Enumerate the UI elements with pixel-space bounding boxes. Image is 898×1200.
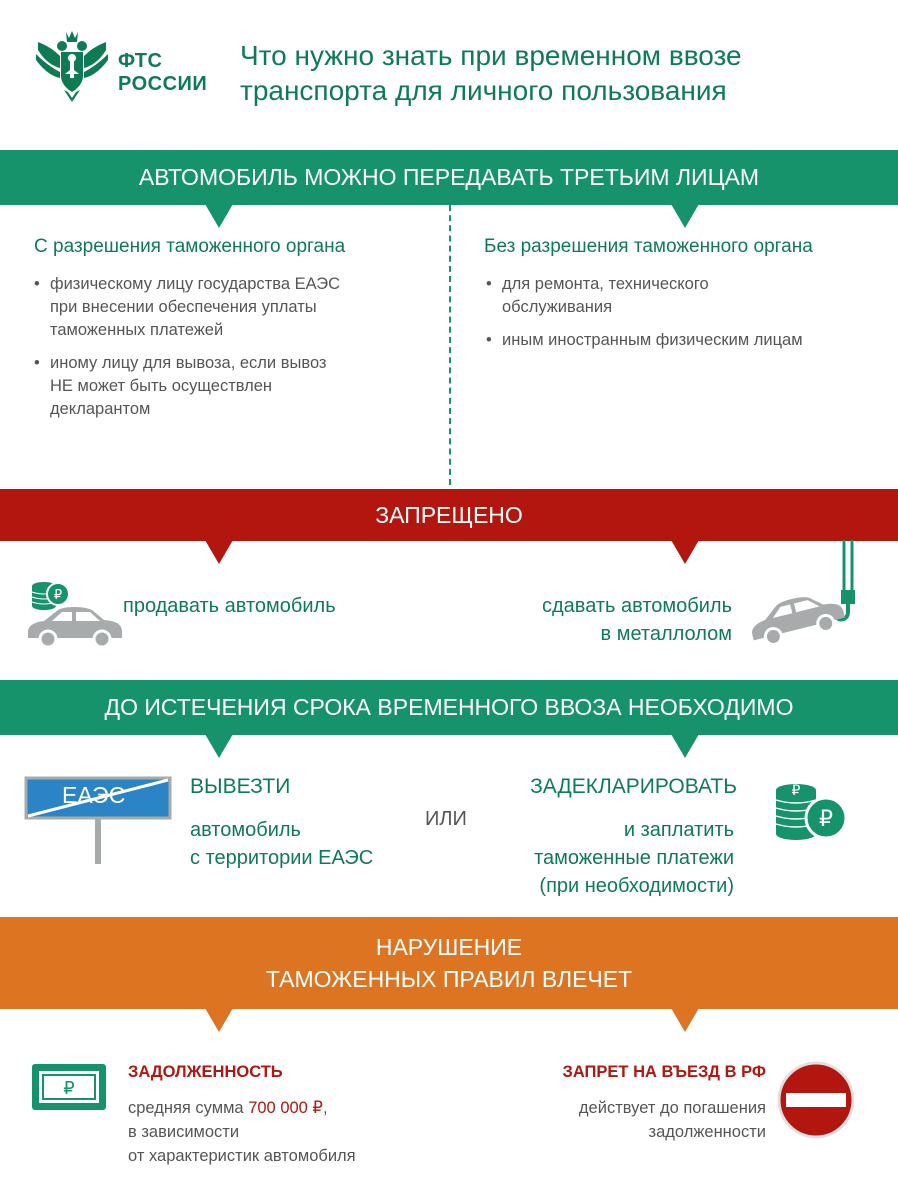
band-pointer-right <box>671 540 699 564</box>
debt-amount: 700 000 ₽ <box>248 1099 323 1117</box>
crane-hook-icon <box>744 540 874 652</box>
list-item: • физическому лицу государства ЕАЭС при внесении обеспечения уплаты таможенных платежей <box>34 273 340 342</box>
export-heading: ВЫВЕЗТИ <box>190 775 291 798</box>
entry-ban-heading: ЗАПРЕТ НА ВЪЕЗД В РФ <box>562 1063 766 1081</box>
band-pointer-right <box>671 204 699 228</box>
entry-ban-text: действует до погашения задолженности <box>578 1099 766 1141</box>
declare-text: и заплатить таможенные платежи (при необходимости) <box>534 819 734 897</box>
section-transfer-band <box>0 150 898 205</box>
section-violation-title-line-2: ТАМОЖЕННЫХ ПРАВИЛ ВЛЕЧЕТ <box>265 966 633 992</box>
band-pointer-left <box>205 1008 233 1032</box>
svg-text:₽: ₽ <box>791 783 801 799</box>
svg-text:₽: ₽ <box>63 1078 75 1099</box>
band-pointer-right <box>671 1008 699 1032</box>
section-violation-band <box>0 917 898 1009</box>
or-label: ИЛИ <box>425 808 467 830</box>
section-required-title: ДО ИСТЕЧЕНИЯ СРОКА ВРЕМЕННОГО ВВОЗА НЕОБХОДИМО <box>104 694 794 720</box>
section-transfer-title: АВТОМОБИЛЬ МОЖНО ПЕРЕДАВАТЬ ТРЕТЬИМ ЛИЦАМ <box>138 164 760 190</box>
logo-text <box>118 50 207 96</box>
export-text: автомобиль с территории ЕАЭС <box>190 819 374 869</box>
section-forbidden-band <box>0 489 898 541</box>
band-pointer-left <box>205 734 233 758</box>
scrap-car-text <box>480 592 732 648</box>
page-title-line-2: транспорта для личного пользования <box>240 75 727 106</box>
page-title <box>240 38 742 108</box>
column-divider <box>449 205 451 485</box>
without-permission-list <box>486 273 803 362</box>
debt-heading: ЗАДОЛЖЕННОСТЬ <box>128 1063 283 1081</box>
band-pointer-right <box>671 734 699 758</box>
section-violation-title-line-1: НАРУШЕНИЕ <box>375 934 523 960</box>
declare-heading: ЗАДЕКЛАРИРОВАТЬ <box>530 775 737 798</box>
debt-text-line-1: средняя сумма 700 000 ₽, <box>128 1099 328 1117</box>
sell-car-text: продавать автомобиль <box>123 595 336 617</box>
eaeu-road-sign-icon <box>24 776 172 866</box>
section-required-band <box>0 680 898 735</box>
banknote-icon <box>30 1062 108 1112</box>
svg-text:₽: ₽ <box>53 588 63 603</box>
emblem-icon <box>34 28 110 104</box>
list-item: • для ремонта, технического обслуживания <box>486 273 803 319</box>
band-pointer-left <box>205 540 233 564</box>
eaeu-sign-label: ЕАЭС <box>62 782 126 808</box>
scrap-car-line-1: сдавать автомобиль <box>542 595 732 617</box>
debt-text: средняя сумма 700 000 ₽, в зависимости от характеристик автомобиля <box>128 1096 356 1168</box>
coins-stack-icon <box>770 776 850 842</box>
car-icon <box>24 602 126 648</box>
section-forbidden-title: ЗАПРЕЩЕНО <box>375 502 523 528</box>
scrap-car-line-2: в металлолом <box>600 623 732 645</box>
no-entry-sign-icon <box>776 1060 856 1140</box>
list-item: • иному лицу для вывоза, если вывоз НЕ может быть осуществлен декларантом <box>34 352 340 421</box>
band-pointer-left <box>205 204 233 228</box>
logo-line-1: ФТС <box>118 50 163 72</box>
with-permission-heading: С разрешения таможенного органа <box>34 236 346 257</box>
page-title-line-1: Что нужно знать при временном ввозе <box>240 40 742 71</box>
list-item: • иным иностранным физическим лицам <box>486 329 803 352</box>
logo-line-2: РОССИИ <box>118 73 208 95</box>
without-permission-heading: Без разрешения таможенного органа <box>484 236 813 257</box>
svg-text:₽: ₽ <box>819 807 833 832</box>
with-permission-list <box>34 273 340 431</box>
